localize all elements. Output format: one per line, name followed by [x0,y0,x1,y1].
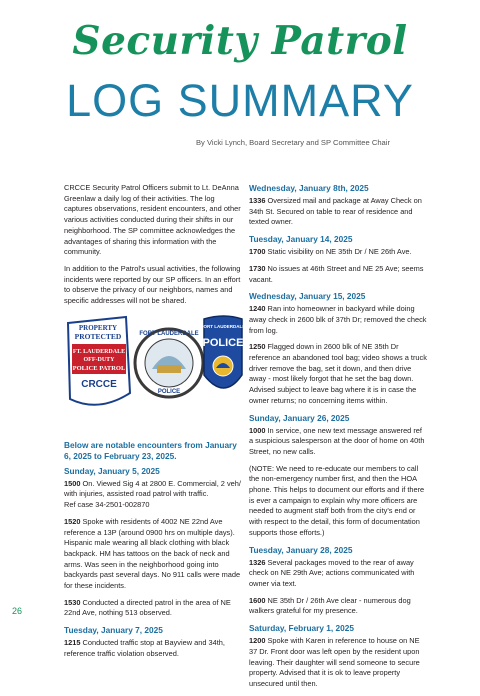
police-patch-round [135,329,203,397]
byline: By Vicki Lynch, Board Secretary and SP Committee Chair [195,138,390,147]
date-heading: Sunday, January 26, 2025 [249,412,350,423]
date-heading: Tuesday, January 14, 2025 [249,234,353,245]
badges-illustration [64,313,244,428]
entry-time: 1215 [64,638,81,648]
entry-text: Several packages moved to the rear of away check on NE 29th Ave; actions communicated with owner via text. [249,557,415,588]
log-entry [249,304,427,336]
note-paragraph: (NOTE: We need to re-educate our members to call the non-emergency number first, and then the HOA phone. This helps to document our efforts and if there is ever a campaign to explain why more officers are needed to augment staff both from the city's end or with respect to the detail, this form of documentation supports those efforts.) [249,463,425,537]
entry-text: Ran into homeowner in backyard while doing away check in 2600 blk of 37th Dr; removed the check from log. [249,304,427,335]
badge1-line5: POLICE PATROL [72,364,126,372]
date-heading: Tuesday, January 28, 2025 [249,544,353,555]
log-entry [249,558,427,590]
entry-time: 1700 [249,247,266,257]
log-entry [64,598,244,619]
block-title: LOG SUMMARY [66,75,414,126]
log-entry [249,342,427,406]
badge1-line1: PROPERTY [78,323,118,332]
date-heading: Tuesday, January 7, 2025 [64,625,163,636]
page-number: 26 [12,606,23,616]
entry-time: 1240 [249,304,266,314]
badge3-top: FORT LAUDERDALE [200,323,244,329]
badge1-line4: OFF-DUTY [83,356,115,363]
badge1-line6: CRCCE [81,378,117,390]
badge3-bottom: POLICE [202,336,244,349]
entry-text: Oversized mail and package at Away Check on 34th St. Secured on table to rear of residence and texted owner. [249,196,422,227]
badge2-top: FORT LAUDERDALE [139,330,199,337]
badge1-line3: FT. LAUDERDALE [72,348,126,355]
entry-text: In service, one new text message answered ref a suspicious salesperson at the door of home on 40th Street, no new calls. [249,425,425,456]
log-entry-ref: Ref case 34-2501-002870 [64,500,150,510]
entry-time: 1250 [249,342,266,352]
script-title: Security Patrol [72,18,408,64]
entry-text: On. Viewed Sig 4 at 2800 E. Commercial, 2 veh/ with injuries, assisted road patrol with traffic. [64,478,241,499]
log-entry [249,247,427,258]
entry-time: 1336 [249,196,266,205]
log-entry [249,196,427,228]
entry-time: 1530 [64,597,81,607]
log-entry [249,264,427,285]
log-entry [249,596,427,617]
entry-text: Conducted a directed patrol in the area of NE 22nd Ave, nothing 513 observed. [64,597,231,618]
entry-time: 1600 [249,595,266,605]
log-entry [249,426,427,458]
date-heading: Wednesday, January 15, 2025 [249,291,366,302]
entry-text: NE 35th Dr / 26th Ave clear - numerous dog walkers grateful for my presence. [249,595,411,616]
date-heading: Sunday, January 5, 2025 [64,465,160,476]
property-protected-badge [68,317,130,405]
entry-time: 1520 [64,516,81,526]
badge1-line2: PROTECTED [74,331,122,341]
log-entry [64,517,244,592]
left-column [64,183,244,666]
log-entry [64,479,244,500]
entry-text: No issues at 46th Street and NE 25 Ave; seems vacant. [249,263,424,284]
entry-time: 1200 [249,636,266,646]
entry-text: Spoke with Karen in reference to house on NE 37 Dr. Front door was left open by the resident upon leaving. Their daughter will send someone to secure property. Advised that it is ok to leave property unsecured until then. [249,636,420,688]
entry-time: 1000 [249,425,266,435]
badge2-bottom: POLICE [157,388,181,395]
entry-text: Flagged down in 2600 blk of NE 35th Dr reference an abandoned tool bag; video shows a truck driver remove the bag, set it down, and then drive away - most likely forgot that he set the bag down. Advised subject to leave bag where it is in case the owner returns; no concerning items within. [249,342,427,405]
entry-time: 1500 [64,478,81,488]
intro-paragraph-1: CRCCE Security Patrol Officers submit to Lt. DeAnna Greenlaw a daily log of their activities. The log captures observations, resident encounters, and other various activities conducted during their shifts in our neighborhood. The SP committee acknowledges the advantages of sharing this information with the community. [64,183,241,257]
entry-time: 1326 [249,557,266,567]
right-column [249,183,427,696]
entry-text: Spoke with residents of 4002 NE 22nd Ave reference a 13P (around 0900 hrs on multiple days). Hispanic male wearing all black clothing with black backpack. HM has tattoos on the back of neck and arms. Was seen in the neighborhood going into backyards past several days. No 911 calls were made for these incidents. [64,516,241,591]
date-heading: Wednesday, January 8th, 2025 [249,183,369,193]
entry-time: 1730 [249,263,266,273]
entry-text: Static visibility on NE 35th Dr / NE 26th Ave. [265,247,412,257]
police-patch-blue [201,316,244,388]
intro-paragraph-2: In addition to the Patrol's usual activities, the following incidents were reported by our SP officers. In an effort to observe the privacy of our neighbors, names and specific addresses will not be shared. [64,263,241,306]
entry-text: Conducted traffic stop at Bayview and 34th, reference traffic violation observed. [64,638,225,658]
date-heading: Saturday, February 1, 2025 [249,623,354,634]
log-entry [64,638,244,659]
notable-heading: Below are notable encounters from January 6, 2025 to February 23, 2025. [64,439,237,461]
badges-group [64,313,244,428]
log-entry [249,636,427,690]
